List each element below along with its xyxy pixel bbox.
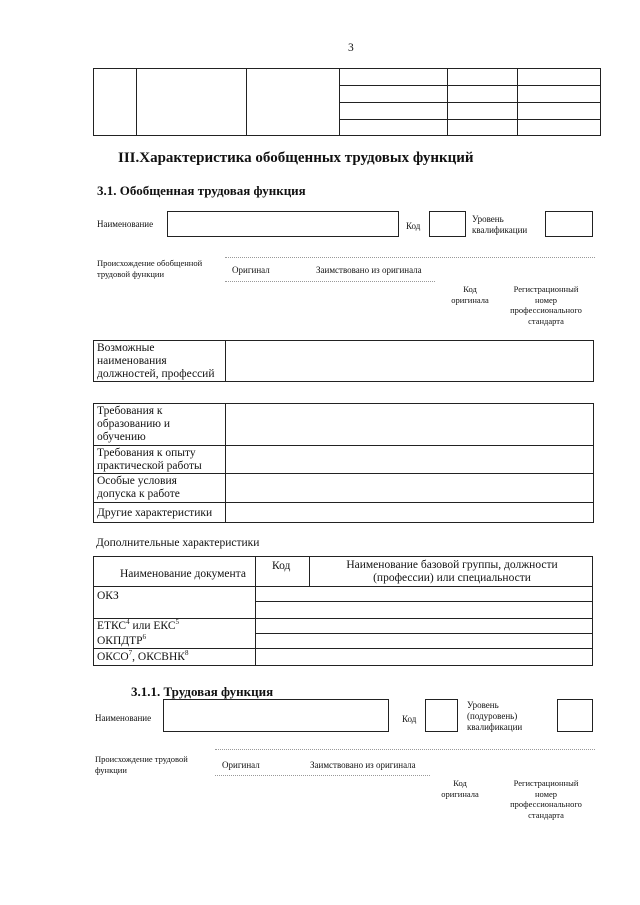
gtf-origin-label: Происхождение обобщенной трудовой функции: [97, 258, 203, 279]
gtf-original-option[interactable]: Оригинал: [232, 265, 270, 275]
tf-borrowed-option[interactable]: Заимствовано из оригинала: [310, 760, 416, 770]
gtf-name-field[interactable]: [167, 211, 399, 237]
gtf-code-original: Код оригинала: [451, 284, 489, 305]
tf-name-field[interactable]: [163, 699, 389, 732]
req-education-label: Требования к образованию и обучению: [97, 405, 170, 443]
tf-original-option[interactable]: Оригинал: [222, 760, 260, 770]
gtf-name-label: Наименование: [97, 219, 154, 229]
tf-code-label: Код: [402, 714, 417, 724]
tf-code-original: Код оригинала: [441, 778, 479, 799]
gtf-reg-number: Регистрационный номер профессионального стандарта: [510, 284, 582, 326]
tf-name-label: Наименование: [95, 713, 152, 723]
tf-heading: 3.1.1. Трудовая функция: [131, 684, 274, 699]
tf-origin-label: Происхождение трудовой функции: [95, 754, 188, 775]
col-doc-header: Наименование документа: [120, 568, 246, 580]
row-okz: ОКЗ: [97, 590, 119, 602]
tf-level-field[interactable]: [557, 699, 593, 732]
gtf-code-label: Код: [406, 221, 421, 231]
section-title: III.Характеристика обобщенных трудовых функций: [118, 150, 474, 166]
gtf-code-field[interactable]: [429, 211, 466, 237]
tf-level-label: Уровень (подуровень) квалификации: [467, 700, 523, 732]
row-okso: ОКСО$^7$, ОКСВНК$^8$: [97, 649, 189, 663]
row-etks: ЕТКС$^4$ или ЕКС$^5$: [97, 618, 179, 632]
positions-value[interactable]: [226, 341, 593, 381]
col-code-header: Код: [272, 560, 291, 572]
other-characteristics-label: Другие характеристики: [97, 507, 213, 519]
gtf-level-label: Уровень квалификации: [472, 214, 528, 235]
gtf-level-field[interactable]: [545, 211, 593, 237]
positions-label: Возможные наименования должностей, профессий: [97, 342, 215, 380]
row-okpdtr: ОКПДТР$^6$: [97, 633, 147, 647]
special-conditions-label: Особые условия допуска к работе: [97, 475, 180, 500]
tf-reg-number: Регистрационный номер профессионального стандарта: [510, 778, 582, 820]
page-number: 3: [348, 42, 354, 54]
gtf-heading: 3.1. Обобщенная трудовая функция: [97, 183, 306, 198]
additional-title: Дополнительные характеристики: [96, 537, 260, 549]
gtf-borrowed-option[interactable]: Заимствовано из оригинала: [316, 265, 422, 275]
col-name-header: Наименование базовой группы, должности (профессии) или специальности: [346, 559, 558, 584]
req-experience-label: Требования к опыту практической работы: [97, 447, 202, 472]
tf-code-field[interactable]: [425, 699, 458, 732]
